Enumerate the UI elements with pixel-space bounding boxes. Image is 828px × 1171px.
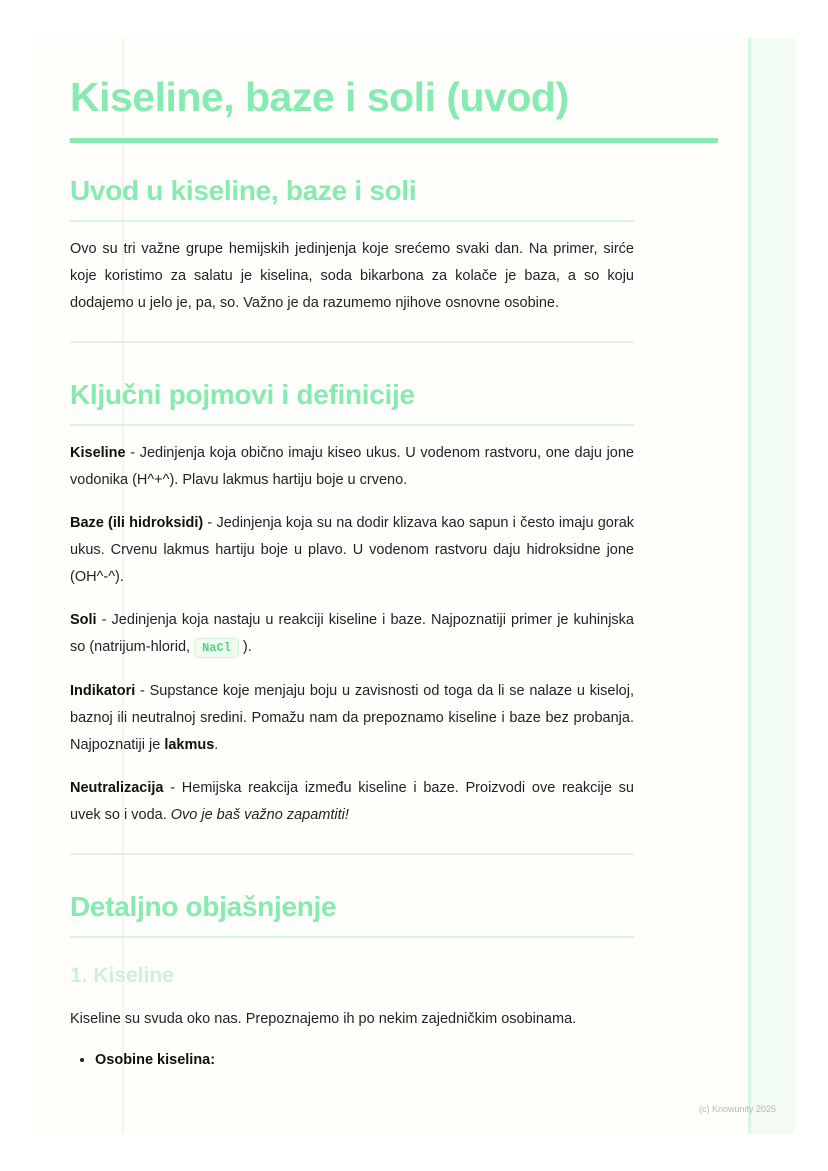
- definition-baze: [70, 510, 634, 591]
- subsection-heading-kiseline: 1. Kiseline: [70, 964, 174, 987]
- term-lakmus: lakmus: [164, 737, 215, 753]
- section-divider: [70, 341, 634, 343]
- bullet-list: [70, 1047, 634, 1074]
- document-content: [70, 72, 634, 1074]
- section-underline: [70, 424, 634, 426]
- section-heading-definitions: Ključni pojmovi i definicije: [70, 379, 415, 410]
- subsection-paragraph: Kiseline su svuda oko nas. Prepoznajemo ih po nekim zajedničkim osobinama.: [70, 1011, 577, 1027]
- bullet-text: Osobine kiselina:: [95, 1052, 216, 1068]
- intro-paragraph: Ovo su tri važne grupe hemijskih jedinjenja koje srećemo svaki dan. Na primer, sirće koje koristimo za salatu je kiselina, soda bikarbona za kolače je baza, a so koju dodajemo u jelo je, pa, so. Važno je da razumemo njihove osnovne osobine.: [70, 241, 634, 311]
- term-soli: Soli: [70, 612, 97, 628]
- page-title: Kiseline, baze i soli (uvod): [70, 74, 569, 120]
- section-underline: [70, 936, 634, 938]
- definition-soli: [70, 607, 634, 662]
- definition-text-after: ).: [238, 639, 252, 655]
- term-baze: Baze (ili hidroksidi): [70, 515, 204, 531]
- emphasis-note: Ovo je baš važno zapamtiti!: [170, 807, 349, 823]
- code-nacl: NaCl: [194, 638, 239, 658]
- term-neutralizacija: Neutralizacija: [70, 780, 164, 796]
- definition-text: - Supstance koje menjaju boju u zavisnosti od toga da li se nalaze u kiseloj, baznoj ili neutralnoj sredini. Pomažu nam da prepoznamo kiseline i baze bez probanja. Najpoznatiji je: [70, 683, 634, 753]
- term-kiseline: Kiseline: [70, 445, 126, 461]
- footer-copyright: (c) Knowunity 2025: [698, 1104, 776, 1114]
- bullet-item: [95, 1047, 634, 1074]
- definition-text: - Jedinjenja koja nastaju u reakciji kiseline i baze. Najpoznatiji primer je kuhinjska so (natrijum-hlorid,: [70, 612, 634, 655]
- definition-indikatori: [70, 678, 634, 759]
- definition-text-after: .: [214, 737, 219, 753]
- section-heading-details: Detaljno objašnjenje: [70, 891, 337, 922]
- title-underline: [70, 138, 718, 143]
- definition-text: - Jedinjenja koja obično imaju kiseo ukus. U vodenom rastvoru, one daju jone vodonika (H^+^). Plavu lakmus hartiju boje u crveno.: [70, 445, 634, 488]
- definition-kiseline: [70, 440, 634, 494]
- definition-text: - Hemijska reakcija između kiseline i baze. Proizvodi ove reakcije su uvek so i voda.: [70, 780, 634, 823]
- term-indikatori: Indikatori: [70, 683, 136, 699]
- document-page: [36, 38, 792, 1134]
- section-heading-intro: Uvod u kiseline, baze i soli: [70, 175, 417, 206]
- definition-text: - Jedinjenja koja su na dodir klizava kao sapun i često imaju gorak ukus. Crvenu lakmus hartiju boje u plavo. U vodenom rastvoru daju hidroksidne jone (OH^-^).: [70, 515, 635, 585]
- section-underline: [70, 220, 634, 222]
- right-margin-band: [748, 38, 795, 1134]
- definition-neutralizacija: [70, 775, 634, 829]
- section-divider: [70, 853, 634, 855]
